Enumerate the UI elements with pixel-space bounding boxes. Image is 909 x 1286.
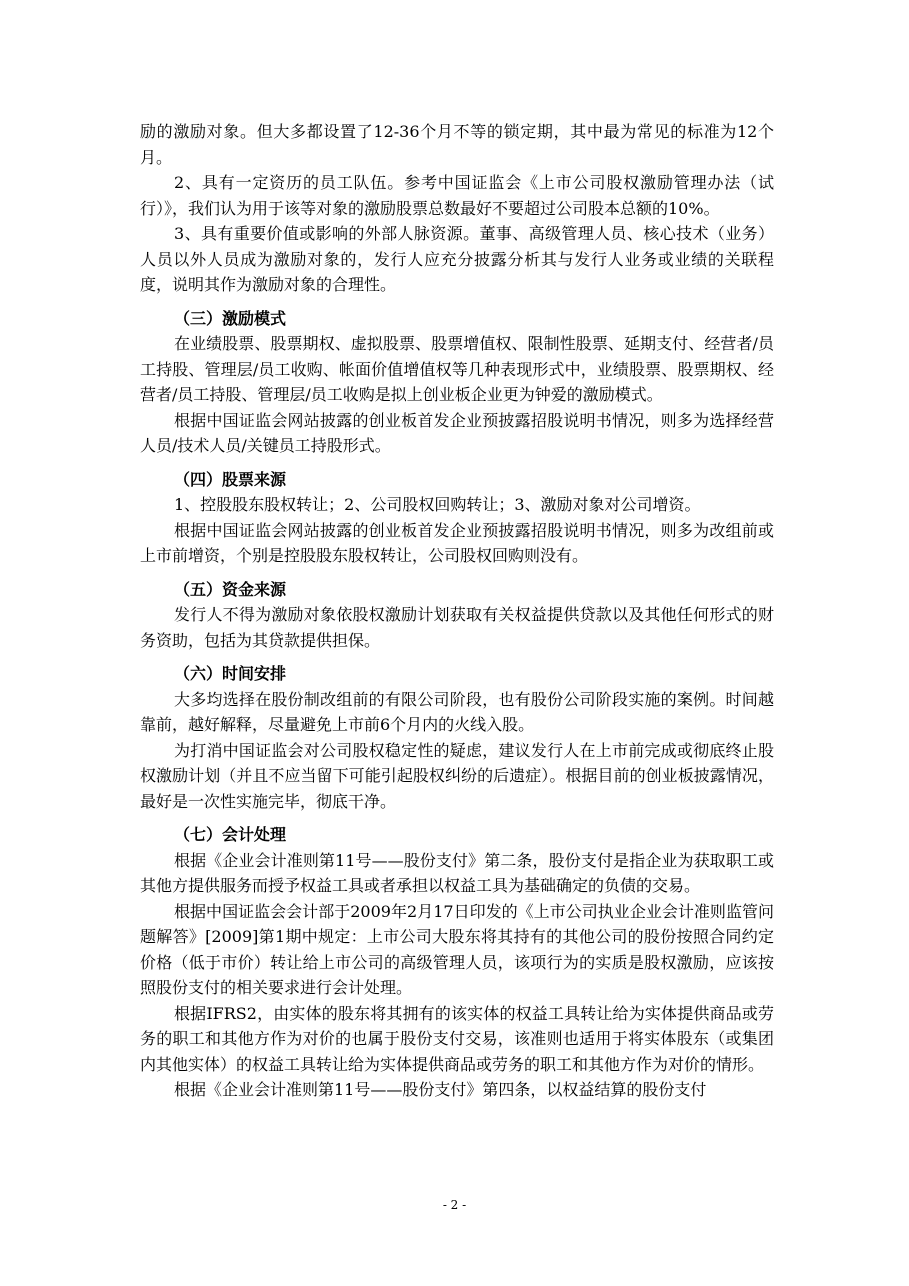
section-heading-accounting: （七）会计处理 [174, 825, 287, 844]
section-heading-stock-source: （四）股票来源 [174, 469, 287, 489]
paragraph: 根据中国证监会网站披露的创业板首发企业预披露招股说明书情况，则多为改组前或上市前增资，个别是控股股东股权转让，公司股权回购则没有。 [140, 520, 774, 565]
section-heading-timing: （六）时间安排 [174, 664, 287, 683]
paragraph: 根据《企业会计准则第11号——股份支付》第四条，以权益结算的股份支付 [174, 1080, 707, 1099]
paragraph: 大多均选择在股份制改组前的有限公司阶段，也有股份公司阶段实施的案例。时间越靠前，越好解释，尽量避免上市前6个月内的火线入股。 [140, 689, 774, 734]
paragraph: 根据中国证监会会计部于2009年2月17日印发的《上市公司执业企业会计准则监管问题解答》[2009]第1期中规定：上市公司大股东将其持有的其他公司的股份按照合同约定价格（低于市价）转让给上市公司的高级管理人员，该项行为的实质是股权激励，应该按照股份支付的相关要求进行会计处理。 [140, 901, 774, 997]
paragraph: 1、控股股东股权转让；2、公司股权回购转让；3、激励对象对公司增资。 [174, 495, 701, 514]
section-heading-fund-source: （五）资金来源 [174, 579, 287, 599]
paragraph: 在业绩股票、股票期权、虚拟股票、股票增值权、限制性股票、延期支付、经营者/员工持股、管理层/员工收购、帐面价值增值权等几种表现形式中，业绩股票、股票期权、经营者/员工持股、管理层/员工收购是拟上创业板企业更为钟爱的激励模式。 [140, 334, 774, 404]
paragraph: 2、具有一定资历的员工队伍。参考中国证监会《上市公司股权激励管理办法（试行）》，我们认为用于该等对象的激励股票总数最好不要超过公司股本总额的10%。 [140, 173, 774, 218]
paragraph: 发行人不得为激励对象依股权激励计划获取有关权益提供贷款以及其他任何形式的财务资助，包括为其贷款提供担保。 [140, 605, 774, 650]
paragraph: 为打消中国证监会对公司股权稳定性的疑虑，建议发行人在上市前完成或彻底终止股权激励计划（并且不应当留下可能引起股权纠纷的后遗症）。根据目前的创业板披露情况，最好是一次性实施完毕，彻底干净。 [140, 740, 774, 811]
paragraph: 励的激励对象。但大多都设置了12-36个月不等的锁定期，其中最为常见的标准为12个月。 [140, 122, 774, 167]
page-number: - 2 - [442, 1198, 467, 1212]
section-heading-incentive-mode: （三）激励模式 [174, 308, 287, 328]
paragraph: 3、具有重要价值或影响的外部人脉资源。董事、高级管理人员、核心技术（业务）人员以外人员成为激励对象的，发行人应充分披露分析其与发行人业务或业绩的关联程度，说明其作为激励对象的合理性。 [140, 224, 774, 294]
paragraph: 根据中国证监会网站披露的创业板首发企业预披露招股说明书情况，则多为选择经营人员/技术人员/关键员工持股形式。 [140, 410, 774, 455]
paragraph: 根据IFRS2，由实体的股东将其拥有的该实体的权益工具转让给为实体提供商品或劳务的职工和其他方作为对价的也属于股份支付交易，该准则也适用于将实体股东（或集团内其他实体）的权益工具转让给为实体提供商品或劳务的职工和其他方作为对价的情形。 [140, 1003, 774, 1074]
paragraph: 根据《企业会计准则第11号——股份支付》第二条，股份支付是指企业为获取职工或其他方提供服务而授予权益工具或者承担以权益工具为基础确定的负债的交易。 [140, 850, 774, 895]
document-body [140, 119, 774, 1103]
